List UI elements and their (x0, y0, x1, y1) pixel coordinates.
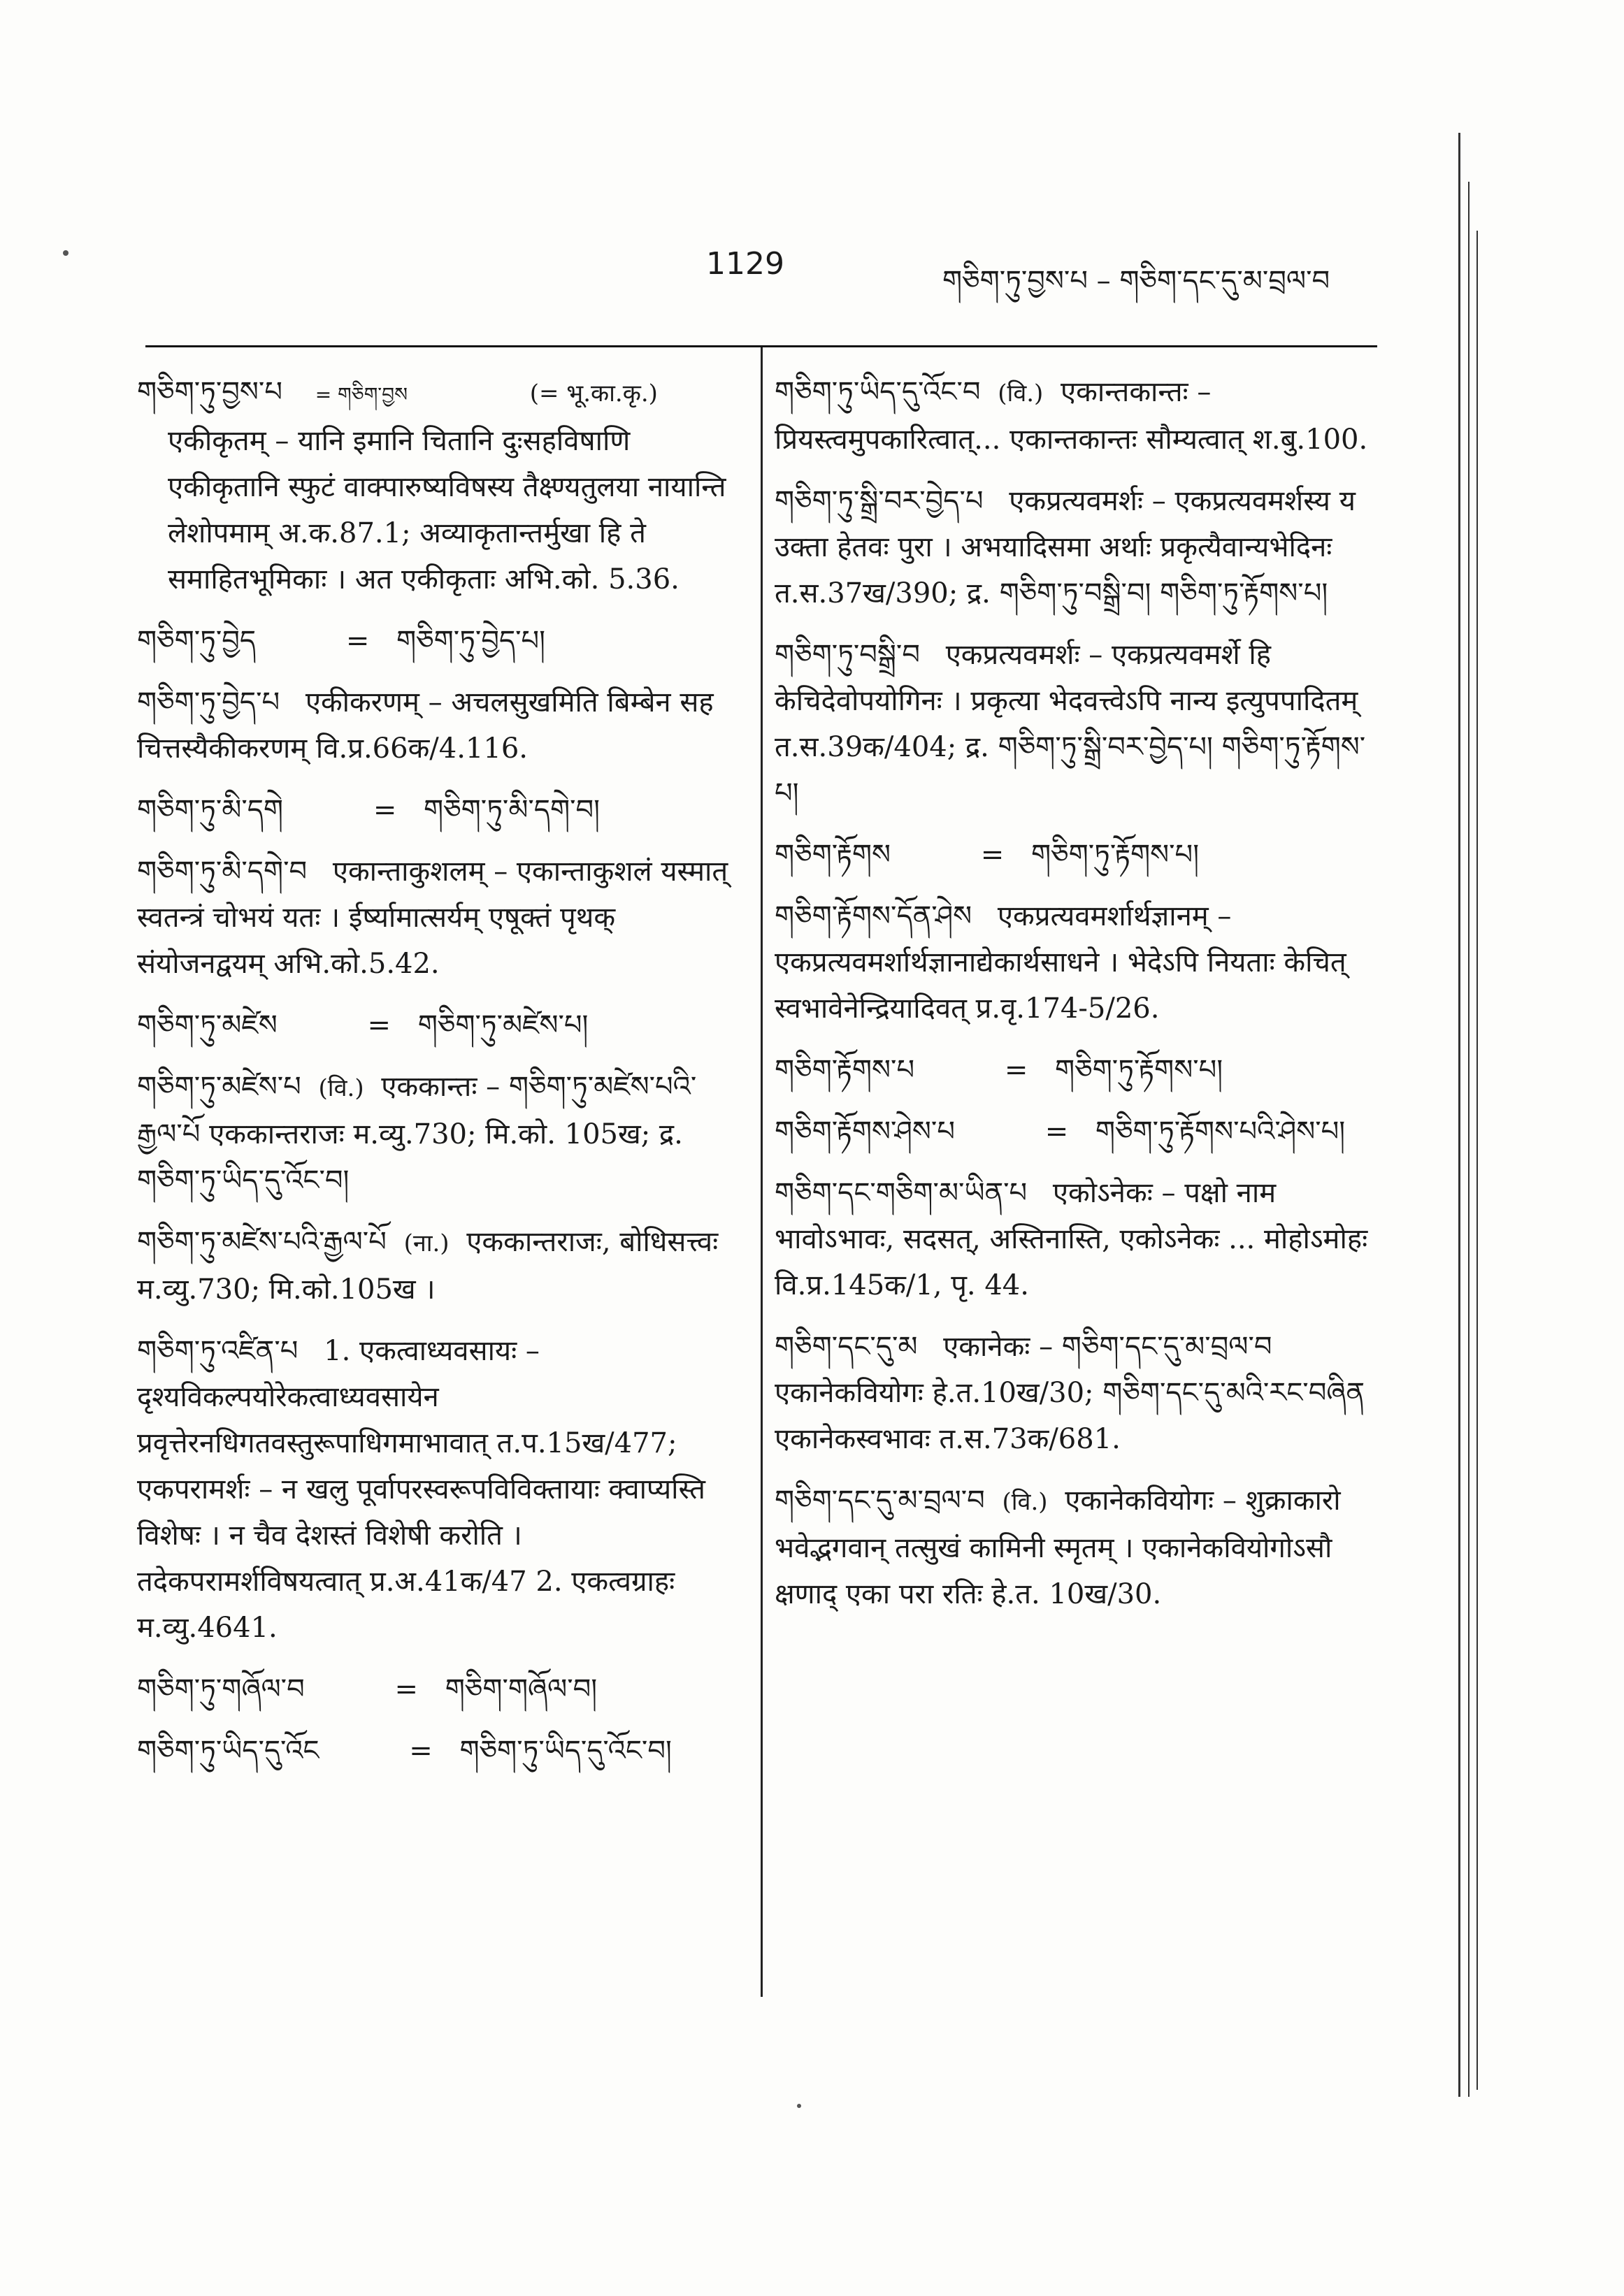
speck (63, 250, 69, 256)
entry-body: 1. एकत्वाध्यवसायः – दृश्यविकल्पयोरेकत्वाध्यवसायेन प्रवृत्तेरनधिगतवस्तुरूपाधिगमाभावात् त.प.15ख/477; एकपरामर्शः – न खलु पूर्वापरस्वरूपविविक्तायाः क्वाप्यस्ति विशेषः । न चैव देशस्तं विशेषी करोति । तदेकपरामर्शविषयत्वात् प्र.अ.41क/47 2. एकत्वग्राहः म.व्यु.4641. (137, 1335, 705, 1644)
entry-headword: གཅིག་ཏུ་ཡིད་དུ་འོང་བ (775, 376, 981, 408)
entry (775, 1324, 1377, 1462)
entry (775, 369, 1377, 463)
binding-edge-line (1458, 133, 1460, 2097)
entry (137, 679, 740, 772)
entry-headword: གཅིག་ཏུ་མི་དགེ (137, 794, 284, 826)
entry (775, 893, 1377, 1032)
entry-reference: གཅིག་གཞོལ་བ། (445, 1673, 598, 1705)
entry-equals: = (409, 1735, 433, 1767)
entry (137, 787, 740, 833)
entry-headword: གཅིག་ཏུ་མཛེས (137, 1009, 278, 1041)
entry-reference: གཅིག་ཏུ་ཡིད་དུ་འོང་བ། (459, 1735, 672, 1767)
entry-equals: = (373, 794, 397, 826)
entry-body: एकप्रत्यवमर्शः – एकप्रत्यवमर्शे हि केचिदेवोपयोगिनः । प्रकृत्या भेदवत्त्वेऽपि नान्य इत्युपपादितम् त.स.39क/404; द्र. གཅིག་ཏུ་སྒྲི་བར་བྱེད་པ། གཅིག་ཏུ་རྟོགས་པ། (775, 639, 1366, 809)
entry-equals: = (367, 1009, 391, 1041)
entry-headword: གཅིག་ཏུ་བྱེད་པ (137, 686, 280, 719)
entry-headword: གཅིག་དང་དུ་མ (775, 1331, 918, 1363)
entry (137, 1219, 740, 1313)
entry-body: एकप्रत्यवमर्शः – एकप्रत्यवमर्शस्य य उक्ता हेतवः पुरा । अभयादिसमा अर्थाः प्रकृत्यैवान्यभेदिनः त.स.37ख/390; द्र. གཅིག་ཏུ་བསྒྲི་བ། གཅིག་ཏུ་རྟོགས་པ། (775, 485, 1356, 609)
binding-edge-line (1476, 231, 1478, 2090)
entry (137, 1666, 740, 1712)
entry-grammar: (वि.) (998, 380, 1044, 407)
entry-equals: = (1004, 1054, 1028, 1086)
entry (775, 1109, 1377, 1155)
entry-headword: གཅིག་རྟོགས (775, 839, 891, 871)
right-column (775, 369, 1377, 1633)
entry (137, 1728, 740, 1774)
entry-headword: གཅིག་ཏུ་གཞོལ་བ (137, 1673, 305, 1705)
entry-body: एकोऽनेकः – पक्षो नाम भावोऽभावः, सदसत्, अस्तिनास्ति, एकोऽनेकः ... मोहोऽमोहः वि.प्र.145क/1, पृ. 44. (775, 1177, 1368, 1301)
entry (137, 1064, 740, 1204)
entry-reference: གཅིག་ཏུ་རྟོགས་པ། (1031, 839, 1200, 871)
entry (775, 832, 1377, 878)
entry-headword: གཅིག་རྟོགས་པ (775, 1054, 915, 1086)
entry (137, 849, 740, 987)
entry-reference: གཅིག་ཏུ་མཛེས་པ། (417, 1009, 589, 1041)
entry (775, 1478, 1377, 1617)
entry-equals: = (394, 1673, 418, 1705)
entry-equivalent: = གཅིག་བྱས (315, 383, 408, 406)
entry-body: एककान्तः – གཅིག་ཏུ་མཛེས་པའི་རྒྱལ་པོ एककान्तराजः म.व्यु.730; मि.को. 105ख; द्र. གཅིག་ཏུ་ཡིད་དུ་འོང་བ། (137, 1071, 697, 1197)
entry-headword: གཅིག་ཏུ་མི་དགེ་བ (137, 855, 308, 888)
entry-headword: གཅིག་དང་དུ་མ་བྲལ་བ (775, 1485, 985, 1517)
entry-body: एकानेकवियोगः – शुक्राकारो भवेद्भगवान् तत्सुखं कामिनी स्मृतम् । एकानेकवियोगोऽसौ क्षणाद् एका परा रतिः हे.त. 10ख/30. (775, 1485, 1341, 1610)
entry-headword: གཅིག་ཏུ་བྱེད (137, 625, 257, 657)
entry-headword: གཅིག་རྟོགས་དོན་ཤེས (775, 900, 972, 932)
speck (797, 2104, 801, 2108)
entry (775, 478, 1377, 616)
entry-reference: གཅིག་ཏུ་རྟོགས་པའི་ཤེས་པ། (1095, 1115, 1346, 1148)
entry (775, 632, 1377, 816)
entry-grammar: (= भू.का.कृ.) (529, 380, 658, 407)
entry-headword: གཅིག་ཏུ་མཛེས་པའི་རྒྱལ་པོ (137, 1226, 387, 1258)
entry (137, 618, 740, 664)
page-number: 1129 (706, 246, 784, 282)
entry-grammar: (वि.) (318, 1074, 364, 1102)
entry (137, 1328, 740, 1651)
left-column (137, 369, 740, 1789)
entry-reference: གཅིག་ཏུ་རྟོགས་པ། (1055, 1054, 1223, 1086)
entry-body: एकान्ताकुशलम् – एकान्ताकुशलं यस्मात् स्वतन्त्रं चोभयं यतः । ईर्ष्यामात्सर्यम् एषूक्तं पृथक् संयोजनद्वयम् अभि.को.5.42. (137, 855, 728, 980)
column-divider (761, 347, 763, 1997)
entry-grammar: (ना.) (403, 1229, 450, 1257)
entry-body: एकान्तकान्तः – प्रियस्त्वमुपकारित्वात्... एकान्तकान्तः सौम्यत्वात् श.बु.100. (775, 376, 1368, 456)
entry (137, 1002, 740, 1048)
entry-headword: གཅིག་རྟོགས་ཤེས་པ (775, 1115, 955, 1148)
entry-headword: གཅིག་ཏུ་བྱས་པ (137, 376, 282, 408)
binding-edge-line (1468, 182, 1469, 2097)
entry (775, 1170, 1377, 1308)
entry-equals: = (980, 839, 1005, 871)
entry-reference: གཅིག་ཏུ་མི་དགེ་བ། (424, 794, 601, 826)
entry-body: एकीकृतम् – यानि इमानि चितानि दुःसहविषाणि एकीकृतानि स्फुटं वाक्पारुष्यविषस्य तैक्ष्ण्यतुलया नायान्ति लेशोपमाम् अ.क.87.1; अव्याकृतान्तर्मुखा हि ते समाहितभूमिकाः । अत एकीकृताः अभि.को. 5.36. (168, 425, 726, 595)
entry-headword: གཅིག་ཏུ་འཛིན་པ (137, 1335, 299, 1367)
entry-headword: གཅིག་ཏུ་སྒྲི་བར་བྱེད་པ (775, 485, 984, 517)
page-header (0, 246, 1624, 302)
entry (775, 1047, 1377, 1093)
entry-body: एकप्रत्यवमर्शार्थज्ञानम् – एकप्रत्यवमर्शार्थज्ञानाद्येकार्थसाधने । भेदेऽपि नियताः केचित् स्वभावेनेन्द्रियादिवत् प्र.वृ.174-5/26. (775, 900, 1346, 1025)
entry (137, 369, 740, 602)
running-head: གཅིག་ཏུ་བྱས་པ – གཅིག་དང་དུ་མ་བྲལ་བ (942, 265, 1330, 297)
entry-reference: གཅིག་ཏུ་བྱེད་པ། (396, 625, 546, 657)
entry-body: एकीकरणम् – अचलसुखमिति बिम्बेन सह चित्तस्यैकीकरणम् वि.प्र.66क/4.116. (137, 686, 714, 765)
entry-headword: གཅིག་ཏུ་མཛེས་པ (137, 1071, 301, 1103)
entry-headword: གཅིག་ཏུ་བསྒྲི་བ (775, 639, 920, 671)
entry-headword: གཅིག་ཏུ་ཡིད་དུ་འོང (137, 1735, 319, 1767)
entry-equals: = (1044, 1115, 1069, 1148)
entry-body: एकानेकः – གཅིག་དང་དུ་མ་བྲལ་བ एकानेकवियोगः हे.त.10ख/30; གཅིག་དང་དུ་མའི་རང་བཞིན एकानेकस्वभावः त.स.73क/681. (775, 1331, 1365, 1455)
entry-headword: གཅིག་དང་གཅིག་མ་ཡིན་པ (775, 1177, 1028, 1209)
entry-equals: = (345, 625, 370, 657)
entry-grammar: (वि.) (1002, 1488, 1048, 1516)
entry-body: एककान्तराजः, बोधिसत्त्वः म.व्यु.730; मि.को.105ख । (137, 1226, 719, 1306)
